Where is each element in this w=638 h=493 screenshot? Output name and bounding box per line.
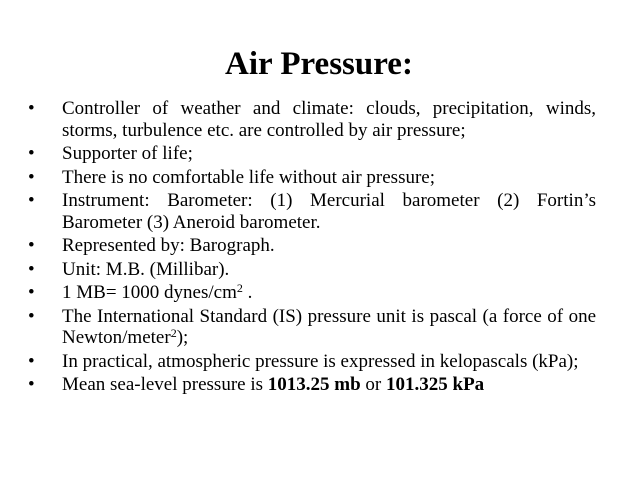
bullet-item bbox=[28, 306, 596, 349]
bullet-text-pre: The International Standard (IS) pressure unit is pascal (a force of one Newton/meter bbox=[62, 305, 596, 348]
bullet-item bbox=[28, 190, 596, 233]
bullet-text: In practical, atmospheric pressure is expressed in kelopascals (kPa); bbox=[62, 350, 579, 372]
bullet-item bbox=[28, 374, 596, 396]
bullet-dot-icon: • bbox=[28, 258, 35, 280]
bullet-item bbox=[28, 259, 596, 281]
bullet-item bbox=[28, 98, 596, 141]
bullet-item bbox=[28, 282, 596, 304]
superscript: 2 bbox=[236, 281, 243, 295]
bullet-dot-icon: • bbox=[28, 374, 35, 395]
bullet-text: Controller of weather and climate: clouds, precipitation, winds, storms, turbulence etc. are controlled by air pressure; bbox=[62, 98, 596, 141]
bullet-item bbox=[28, 235, 596, 257]
bullet-text-pre: 1 MB= 1000 dynes/cm bbox=[62, 282, 237, 303]
bullet-item bbox=[28, 167, 596, 189]
bullet-dot-icon: • bbox=[28, 190, 35, 211]
bullet-text-post: ); bbox=[176, 327, 189, 348]
bullet-text: Represented by: Barograph. bbox=[62, 235, 275, 256]
bullet-text: There is no comfortable life without air pressure; bbox=[62, 166, 436, 188]
bullet-dot-icon: • bbox=[28, 98, 35, 119]
bullet-text: Instrument: Barometer: (1) Mercurial barometer (2) Fortin’s Barometer (3) Aneroid barometer. bbox=[62, 190, 596, 233]
slide-title: Air Pressure: bbox=[225, 46, 413, 82]
bullet-item bbox=[28, 143, 596, 165]
bullet-dot-icon: • bbox=[28, 305, 35, 327]
bullet-dot-icon: • bbox=[28, 235, 35, 256]
bold-value-kpa: 101.325 kPa bbox=[386, 374, 485, 395]
bullet-text-mid: or bbox=[360, 374, 386, 395]
bullet-dot-icon: • bbox=[28, 166, 35, 188]
bullet-text: Supporter of life; bbox=[62, 143, 193, 164]
bullet-item bbox=[28, 351, 596, 373]
bullet-text-post: . bbox=[242, 282, 253, 303]
bold-value-mb: 1013.25 mb bbox=[267, 374, 361, 395]
bullet-dot-icon: • bbox=[28, 143, 35, 164]
bullet-dot-icon: • bbox=[28, 350, 35, 372]
bullet-list bbox=[28, 98, 596, 398]
bullet-text-pre: Mean sea-level pressure is bbox=[62, 374, 268, 395]
superscript: 2 bbox=[170, 326, 177, 340]
bullet-text: Unit: M.B. (Millibar). bbox=[62, 258, 230, 280]
bullet-dot-icon: • bbox=[28, 282, 35, 303]
